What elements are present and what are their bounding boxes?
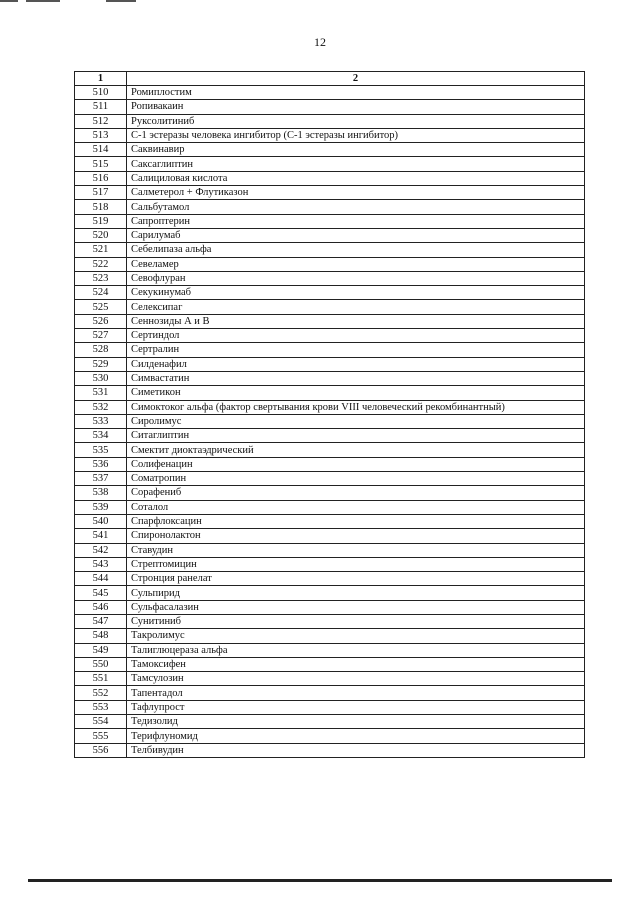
- row-number: 556: [75, 743, 127, 757]
- table-row: [75, 600, 585, 614]
- row-number: 553: [75, 700, 127, 714]
- drug-name: Сальбутамол: [127, 200, 585, 214]
- row-number: 554: [75, 715, 127, 729]
- row-number: 549: [75, 643, 127, 657]
- row-number: 551: [75, 672, 127, 686]
- drug-name: Сертралин: [127, 343, 585, 357]
- drug-name: Солифенацин: [127, 457, 585, 471]
- table-row: [75, 343, 585, 357]
- row-number: 511: [75, 100, 127, 114]
- drug-name: Сорафениб: [127, 486, 585, 500]
- drug-name: Ставудин: [127, 543, 585, 557]
- drug-name: Сунитиниб: [127, 614, 585, 628]
- table-row: [75, 500, 585, 514]
- header-name: 2: [127, 72, 585, 86]
- row-number: 546: [75, 600, 127, 614]
- table-row: [75, 243, 585, 257]
- drug-name: Салициловая кислота: [127, 171, 585, 185]
- row-number: 515: [75, 157, 127, 171]
- table-row: [75, 429, 585, 443]
- table-row: [75, 200, 585, 214]
- table-row: [75, 686, 585, 700]
- row-number: 537: [75, 472, 127, 486]
- drug-name: Тамоксифен: [127, 657, 585, 671]
- row-number: 510: [75, 86, 127, 100]
- row-number: 533: [75, 414, 127, 428]
- drug-name: Симетикон: [127, 386, 585, 400]
- drug-name: Тамсулозин: [127, 672, 585, 686]
- row-number: 529: [75, 357, 127, 371]
- table-row: [75, 514, 585, 528]
- table-row: [75, 743, 585, 757]
- table-row: [75, 228, 585, 242]
- drug-name: Руксолитиниб: [127, 114, 585, 128]
- row-number: 548: [75, 629, 127, 643]
- table-row: [75, 157, 585, 171]
- row-number: 536: [75, 457, 127, 471]
- table-row: [75, 586, 585, 600]
- drug-name: Такролимус: [127, 629, 585, 643]
- drug-list-table: [74, 71, 585, 758]
- row-number: 538: [75, 486, 127, 500]
- drug-name: Селексипаг: [127, 300, 585, 314]
- row-number: 512: [75, 114, 127, 128]
- drug-name: Сапроптерин: [127, 214, 585, 228]
- table-row: [75, 371, 585, 385]
- row-number: 542: [75, 543, 127, 557]
- row-number: 541: [75, 529, 127, 543]
- row-number: 518: [75, 200, 127, 214]
- drug-name: Симоктоког альфа (фактор свертывания крови VIII человеческий рекомбинантный): [127, 400, 585, 414]
- bottom-rule: [28, 879, 612, 882]
- drug-name: Тедизолид: [127, 715, 585, 729]
- drug-name: Соталол: [127, 500, 585, 514]
- table-row: [75, 186, 585, 200]
- table-row: [75, 214, 585, 228]
- drug-name: Тафлупрост: [127, 700, 585, 714]
- drug-name: Стрептомицин: [127, 557, 585, 571]
- table-row: [75, 300, 585, 314]
- table-row: [75, 86, 585, 100]
- row-number: 555: [75, 729, 127, 743]
- table-row: [75, 143, 585, 157]
- drug-name: Соматропин: [127, 472, 585, 486]
- row-number: 535: [75, 443, 127, 457]
- row-number: 527: [75, 329, 127, 343]
- table-row: [75, 414, 585, 428]
- table-row: [75, 614, 585, 628]
- table-row: [75, 114, 585, 128]
- drug-name: С-1 эстеразы человека ингибитор (С-1 эстеразы ингибитор): [127, 128, 585, 142]
- drug-name: Ситаглиптин: [127, 429, 585, 443]
- drug-name: Талиглюцераза альфа: [127, 643, 585, 657]
- table-row: [75, 128, 585, 142]
- drug-name: Салметерол + Флутиказон: [127, 186, 585, 200]
- table-row: [75, 557, 585, 571]
- drug-name: Сарилумаб: [127, 228, 585, 242]
- row-number: 522: [75, 257, 127, 271]
- row-number: 520: [75, 228, 127, 242]
- drug-name: Симвастатин: [127, 371, 585, 385]
- table-row: [75, 400, 585, 414]
- drug-name: Сульпирид: [127, 586, 585, 600]
- drug-name: Секукинумаб: [127, 286, 585, 300]
- row-number: 516: [75, 171, 127, 185]
- row-number: 543: [75, 557, 127, 571]
- row-number: 532: [75, 400, 127, 414]
- header-number: 1: [75, 72, 127, 86]
- row-number: 550: [75, 657, 127, 671]
- drug-name: Ропивакаин: [127, 100, 585, 114]
- table-row: [75, 271, 585, 285]
- table-row: [75, 457, 585, 471]
- drug-name: Сеннозиды А и В: [127, 314, 585, 328]
- row-number: 526: [75, 314, 127, 328]
- row-number: 525: [75, 300, 127, 314]
- row-number: 547: [75, 614, 127, 628]
- drug-name: Силденафил: [127, 357, 585, 371]
- table-row: [75, 486, 585, 500]
- row-number: 540: [75, 514, 127, 528]
- row-number: 513: [75, 128, 127, 142]
- table-row: [75, 386, 585, 400]
- drug-name: Смектит диоктаэдрический: [127, 443, 585, 457]
- table-row: [75, 729, 585, 743]
- row-number: 534: [75, 429, 127, 443]
- drug-name: Терифлуномид: [127, 729, 585, 743]
- table-row: [75, 100, 585, 114]
- table-header-row: [75, 72, 585, 86]
- row-number: 514: [75, 143, 127, 157]
- drug-name: Севеламер: [127, 257, 585, 271]
- table-row: [75, 171, 585, 185]
- table-row: [75, 443, 585, 457]
- table-row: [75, 643, 585, 657]
- table-row: [75, 286, 585, 300]
- drug-name: Саксаглиптин: [127, 157, 585, 171]
- table-row: [75, 357, 585, 371]
- row-number: 521: [75, 243, 127, 257]
- drug-name: Ромиплостим: [127, 86, 585, 100]
- table-row: [75, 543, 585, 557]
- row-number: 544: [75, 572, 127, 586]
- row-number: 524: [75, 286, 127, 300]
- table-row: [75, 329, 585, 343]
- drug-name: Спиронолактон: [127, 529, 585, 543]
- table-row: [75, 257, 585, 271]
- page-number: 12: [314, 35, 326, 49]
- row-number: 552: [75, 686, 127, 700]
- table-row: [75, 314, 585, 328]
- table-row: [75, 572, 585, 586]
- table-row: [75, 700, 585, 714]
- drug-name: Тапентадол: [127, 686, 585, 700]
- row-number: 530: [75, 371, 127, 385]
- scan-top-edge-mark: [0, 0, 640, 3]
- drug-name: Телбивудин: [127, 743, 585, 757]
- table-row: [75, 529, 585, 543]
- drug-name: Себелипаза альфа: [127, 243, 585, 257]
- table-row: [75, 629, 585, 643]
- drug-name: Севофлуран: [127, 271, 585, 285]
- row-number: 523: [75, 271, 127, 285]
- drug-name: Сертиндол: [127, 329, 585, 343]
- row-number: 519: [75, 214, 127, 228]
- drug-name: Сульфасалазин: [127, 600, 585, 614]
- row-number: 531: [75, 386, 127, 400]
- table-row: [75, 472, 585, 486]
- row-number: 517: [75, 186, 127, 200]
- row-number: 539: [75, 500, 127, 514]
- drug-name: Сиролимус: [127, 414, 585, 428]
- row-number: 545: [75, 586, 127, 600]
- table-row: [75, 715, 585, 729]
- drug-name: Спарфлоксацин: [127, 514, 585, 528]
- table-row: [75, 672, 585, 686]
- row-number: 528: [75, 343, 127, 357]
- drug-name: Саквинавир: [127, 143, 585, 157]
- drug-name: Стронция ранелат: [127, 572, 585, 586]
- table-row: [75, 657, 585, 671]
